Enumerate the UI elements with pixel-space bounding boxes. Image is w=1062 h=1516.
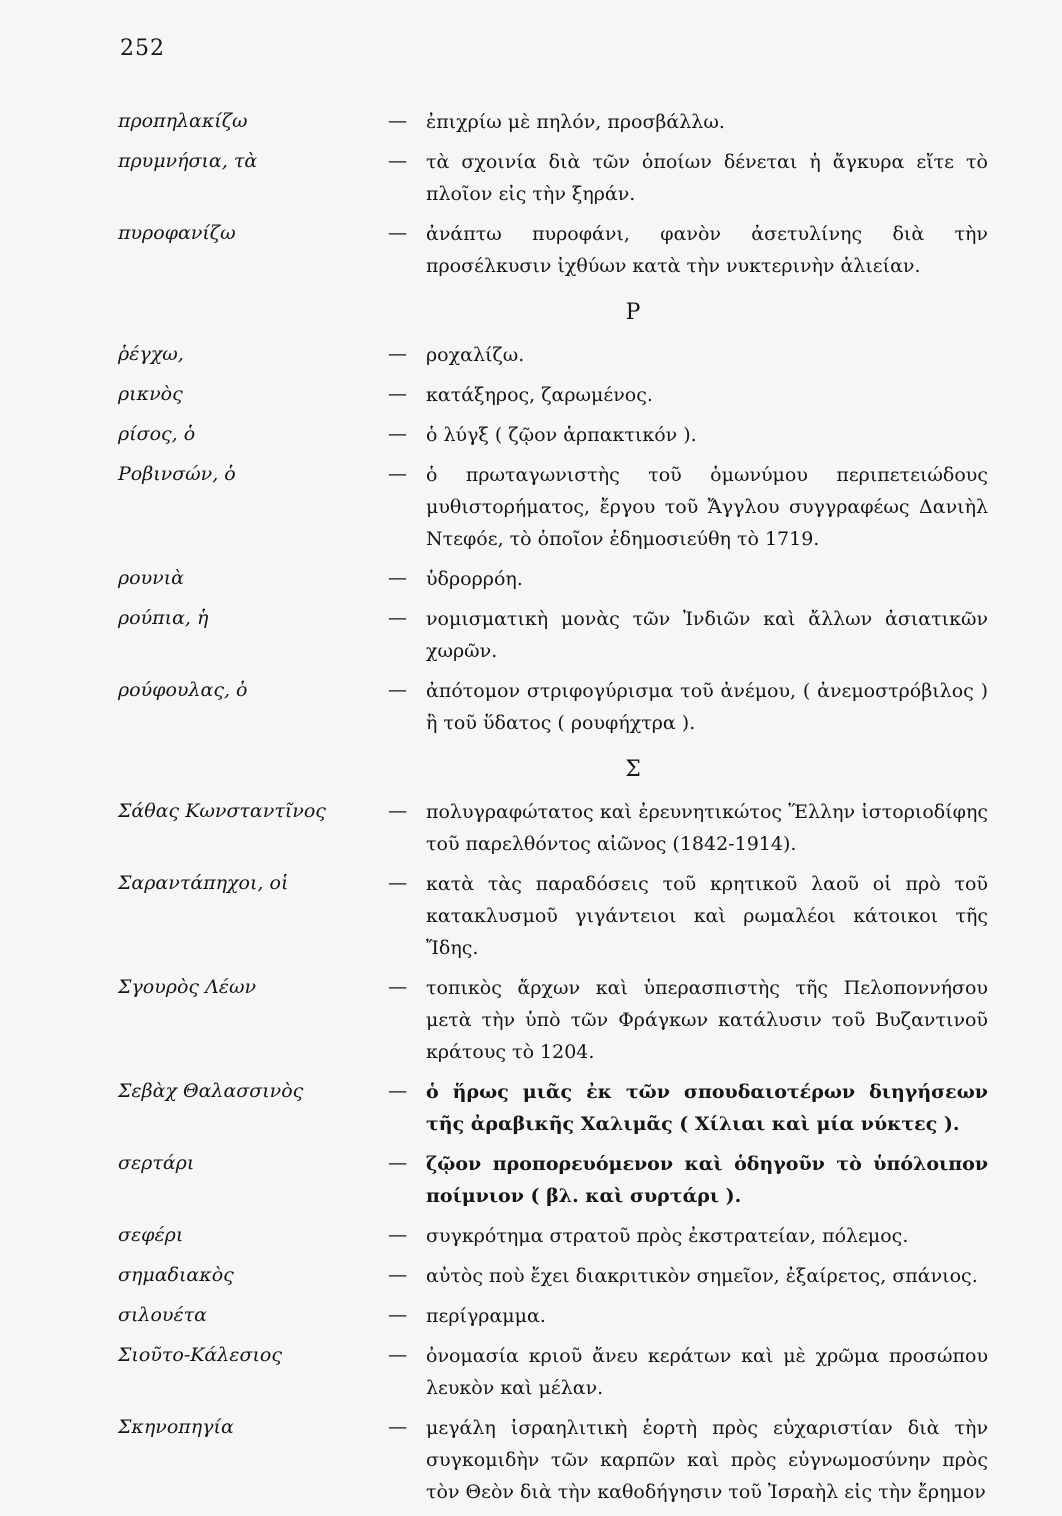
entry-definition: τὰ σχοινία διὰ τῶν ὁποίων δένεται ἡ ἄγκυρα εἴτε τὸ πλοῖον εἰς τὴν ξηράν. [426,151,988,205]
entry-dash: — [388,1264,407,1286]
glossary-entry [118,459,998,555]
entry-term: προπηλακίζω [118,110,248,132]
glossary-entry [118,563,998,595]
glossary-entry [118,675,998,739]
entry-dash: — [388,679,407,701]
entry-term: Σαραντάπηχοι, οἱ [118,872,289,894]
entry-definition: ἀπότομον στριφογύρισμα τοῦ ἀνέμου, ( ἀνεμοστρόβιλος ) ἢ τοῦ ὕδατος ( ρουφήχτρα ). [426,680,988,734]
entry-definition: ὁ πρωταγωνιστὴς τοῦ ὁμωνύμου περιπετειώδους μυθιστορήματος, ἔργου τοῦ Ἄγγλου συγγραφέως Δανιὴλ Ντεφόε, τὸ ὁποῖον ἐδημοσιεύθη τὸ 1719. [426,464,988,550]
entry-definition: ζῷον προπορευόμενον καὶ ὁδηγοῦν τὸ ὑπόλοιπον ποίμνιον ( βλ. καὶ συρτάρι ). [426,1153,988,1207]
entry-definition: συγκρότημα στρατοῦ πρὸς ἐκστρατείαν, πόλεμος. [426,1225,909,1247]
entry-definition: πολυγραφώτατος καὶ ἐρευνητικώτος Ἕλλην ἱστοριοδίφης τοῦ παρελθόντος αἰῶνος (1842-1914). [426,801,988,855]
entry-term: Σκηνοπηγία [118,1416,234,1438]
entry-definition: κατὰ τὰς παραδόσεις τοῦ κρητικοῦ λαοῦ οἱ πρὸ τοῦ κατακλυσμοῦ γιγάντειοι καὶ ρωμαλέοι κάτοικοι τῆς Ἴδης. [426,873,988,959]
entry-definition: ροχαλίζω. [426,344,525,366]
entry-dash: — [388,1224,407,1246]
glossary-entry [118,603,998,667]
entry-definition: ἀνάπτω πυροφάνι, φανὸν ἀσετυλίνης διὰ τὴν προσέλκυσιν ἰχθύων κατὰ τὴν νυκτερινὴν ἁλιείαν. [426,223,988,277]
glossary-entry [118,106,998,138]
section-heading-rho: Ρ [625,300,641,325]
entry-dash: — [388,567,407,589]
glossary-entry [118,868,998,964]
entry-dash: — [388,1152,407,1174]
entry-dash: — [388,150,407,172]
page-number: 252 [120,36,165,61]
entry-dash: — [388,1080,407,1102]
entry-term: Σιοῦτο-Κάλεσιος [118,1344,283,1366]
entry-term: σημαδιακὸς [118,1264,234,1286]
glossary-content [118,106,998,1516]
glossary-entry [118,972,998,1068]
entry-term: ρουνιὰ [118,567,184,589]
entry-dash: — [388,872,407,894]
entry-definition: ὁ ἥρως μιᾶς ἐκ τῶν σπουδαιοτέρων διηγήσεων τῆς ἀραβικῆς Χαλιμᾶς ( Χίλιαι καὶ μία νύκτες ). [426,1081,988,1135]
entry-dash: — [388,423,407,445]
entry-definition: ὁ λύγξ ( ζῷον ἁρπακτικόν ). [426,424,697,446]
entry-dash: — [388,976,407,998]
entry-definition: νομισματικὴ μονὰς τῶν Ἰνδιῶν καὶ ἄλλων ἀσιατικῶν χωρῶν. [426,608,988,662]
entry-dash: — [388,607,407,629]
entry-term: σερτάρι [118,1152,195,1174]
entry-term: Σγουρὸς Λέων [118,976,257,998]
entry-dash: — [388,110,407,132]
entry-dash: — [388,1344,407,1366]
entry-term: ρικνὸς [118,383,183,405]
entry-definition: κατάξηρος, ζαρωμένος. [426,384,653,406]
glossary-entry [118,1148,998,1212]
glossary-entry [118,1300,998,1332]
glossary-entry [118,218,998,282]
entry-definition: αὐτὸς ποὺ ἔχει διακριτικὸν σημεῖον, ἐξαίρετος, σπάνιος. [426,1265,978,1287]
entry-dash: — [388,1416,407,1438]
glossary-entry [118,1260,998,1292]
glossary-entry [118,1220,998,1252]
glossary-entry [118,379,998,411]
entry-term: πρυμνήσια, τὰ [118,150,258,172]
entry-definition: ἐπιχρίω μὲ πηλόν, προσβάλλω. [426,111,725,133]
entry-dash: — [388,343,407,365]
entry-definition: περίγραμμα. [426,1305,546,1327]
entry-term: ῥέγχω, [118,343,184,365]
entry-term: ρούφουλας, ὁ [118,679,248,701]
entry-definition: μεγάλη ἰσραηλιτικὴ ἑορτὴ πρὸς εὐχαριστίαν διὰ τὴν συγκομιδὴν τῶν καρπῶν καὶ πρὸς εὐγνωμοσύνην πρὸς τὸν Θεὸν διὰ τὴν καθοδήγησιν τοῦ Ἰσραὴλ εἰς τὴν ἔρημον [426,1417,988,1503]
entry-term: ρίσος, ὁ [118,423,196,445]
entry-term: Ροβινσών, ὁ [118,463,236,485]
glossary-entry [118,146,998,210]
glossary-entry [118,1412,998,1508]
glossary-entry [118,419,998,451]
entry-term: Σεβὰχ Θαλασσινὸς [118,1080,304,1102]
entry-definition: ὑδρορρόη. [426,568,523,590]
entry-term: ρούπια, ἡ [118,607,209,629]
entry-dash: — [388,222,407,244]
entry-term: σιλουέτα [118,1304,207,1326]
entry-term: πυροφανίζω [118,222,236,244]
entry-definition: τοπικὸς ἄρχων καὶ ὑπερασπιστὴς τῆς Πελοποννήσου μετὰ τὴν ὑπὸ τῶν Φράγκων κατάλυσιν τοῦ Βυζαντινοῦ κράτους τὸ 1204. [426,977,988,1063]
glossary-entry [118,1340,998,1404]
entry-definition: ὀνομασία κριοῦ ἄνευ κεράτων καὶ μὲ χρῶμα προσώπου λευκὸν καὶ μέλαν. [426,1345,988,1399]
entry-dash: — [388,800,407,822]
glossary-entry [118,339,998,371]
entry-dash: — [388,383,407,405]
section-heading-sigma: Σ [625,757,641,782]
entry-term: Σάθας Κωνσταντῖνος [118,800,326,822]
glossary-entry [118,1076,998,1140]
glossary-entry [118,796,998,860]
entry-dash: — [388,463,407,485]
entry-term: σεφέρι [118,1224,184,1246]
entry-dash: — [388,1304,407,1326]
